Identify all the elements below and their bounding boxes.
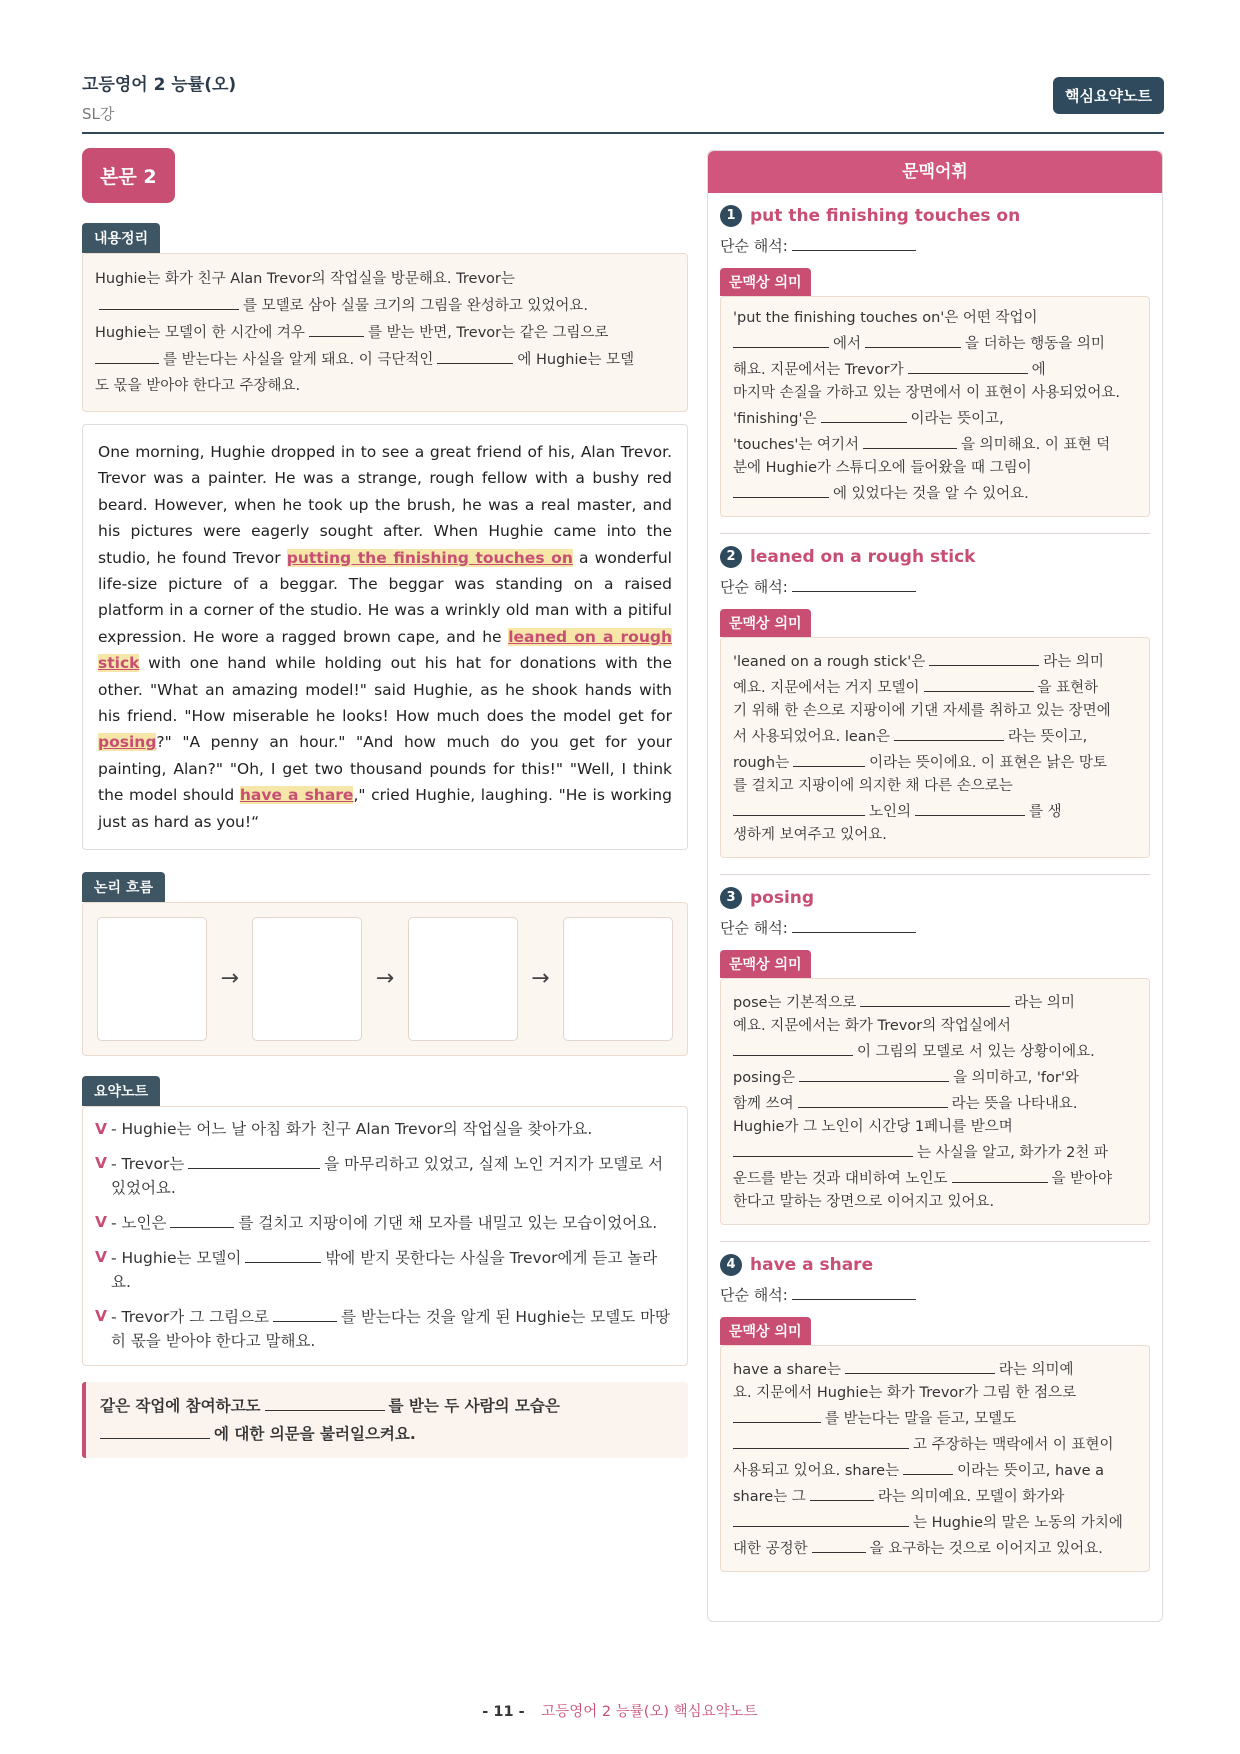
- logic-flow-tag: 논리 흐름: [82, 872, 165, 902]
- fill-blank[interactable]: [792, 574, 916, 592]
- meaning-box: [720, 296, 1150, 517]
- context-vocab-panel: [707, 150, 1163, 1622]
- meaning-text: 는 Hughie의 말은 노동의 가치에: [913, 1515, 1123, 1531]
- simple-label: 단순 해석:: [720, 1286, 788, 1304]
- check-mark-icon: V: [95, 1248, 107, 1267]
- fill-blank[interactable]: [170, 1210, 234, 1228]
- highlighted-phrase: leaned on a rough stick: [98, 627, 672, 673]
- meaning-text: 이 그림의 모델로 서 있는 상황이에요.: [857, 1044, 1095, 1060]
- reflection-note: [82, 1382, 688, 1458]
- meaning-text: 마지막 손질을 가하고 있는 장면에서 이 표현이 사용되었어요.: [733, 385, 1121, 401]
- content-summary: [82, 223, 688, 412]
- passage-text: with one hand while holding out his hat for donations with the other. "What an amazing model!" said Hughie, as he shook hands with his friend. "How miserable he looks! How much does the model get for: [98, 654, 672, 726]
- note-text: 를 받는 두 사람의 모습은: [388, 1397, 560, 1416]
- summary-text: Hughie는 모델이 한 시간에 겨우: [95, 325, 305, 341]
- meaning-text: 라는 의미예: [998, 1362, 1074, 1378]
- meaning-tag: 문맥상 의미: [720, 609, 811, 637]
- fill-blank[interactable]: [733, 1038, 853, 1056]
- arrow-right-icon: →: [531, 966, 550, 992]
- meaning-box: [720, 1345, 1150, 1572]
- simple-label: 단순 해석:: [720, 578, 788, 596]
- meaning-text: 라는 의미: [1014, 995, 1075, 1011]
- fill-blank[interactable]: [792, 233, 916, 251]
- summary-text: - Trevor는: [111, 1155, 185, 1174]
- meaning-text: 을 표현하: [1037, 680, 1099, 696]
- fill-blank[interactable]: [821, 405, 907, 423]
- simple-label: 단순 해석:: [720, 919, 788, 937]
- fill-blank[interactable]: [908, 356, 1028, 374]
- check-mark-icon: V: [95, 1120, 107, 1139]
- meaning-text: 에 있었다는 것을 알 수 있어요.: [833, 486, 1029, 502]
- meaning-text: 를 받는다는 말을 듣고, 모델도: [825, 1411, 1017, 1427]
- fill-blank[interactable]: [245, 1245, 321, 1263]
- meaning-text: 함께 쓰여: [733, 1096, 794, 1112]
- passage-text: ?" "A penny an hour." "And how much do you get for your painting, Alan?" "Oh, I get two thousand pounds for this!" "Well, I think the model should: [98, 733, 672, 805]
- item-number: 2: [720, 546, 742, 568]
- meaning-text: 대한 공정한: [733, 1541, 808, 1557]
- fill-blank[interactable]: [915, 798, 1025, 816]
- fill-blank[interactable]: [798, 1090, 948, 1108]
- fill-blank[interactable]: [273, 1304, 337, 1322]
- meaning-text: 을 받아야: [1051, 1171, 1113, 1187]
- book-title: 고등영어 2 능률(오): [82, 75, 237, 95]
- lecture-label: SL강: [82, 105, 115, 123]
- summary-text: 밖에 받지 못한다는 사실을 Trevor에게 듣고 놀라요.: [111, 1249, 658, 1292]
- vocab-term: have a share: [750, 1255, 874, 1275]
- fill-blank[interactable]: [894, 723, 1004, 741]
- passage-text: One morning, Hughie dropped in to see a great friend of his, Alan Trevor. Trevor was a painter. He was a strange, rough fellow with a bushy red beard. However, when he took up the brush, he was a real master, and his pictures were eagerly sought after. When Hughie came into the studio, he found Trevor: [98, 443, 672, 567]
- meaning-text: 이라는 뜻이고,: [910, 411, 1004, 427]
- fill-blank[interactable]: [865, 330, 961, 348]
- meaning-text: share는 그: [733, 1489, 806, 1505]
- meaning-text: have a share는: [733, 1362, 841, 1378]
- logic-flow: [82, 872, 688, 1056]
- fill-blank[interactable]: [952, 1165, 1048, 1183]
- arrow-right-icon: →: [220, 966, 239, 992]
- footer-title: 고등영어 2 능률(오) 핵심요약노트: [541, 1704, 758, 1720]
- simple-translation: [720, 915, 1150, 938]
- note-text: 같은 작업에 참여하고도: [100, 1397, 261, 1416]
- vocab-term: put the finishing touches on: [750, 206, 1021, 226]
- meaning-text: 라는 의미: [1043, 654, 1104, 670]
- summary-note-box: [82, 1106, 688, 1366]
- meaning-text: 고 주장하는 맥락에서 이 표현이: [913, 1437, 1114, 1453]
- meaning-tag: 문맥상 의미: [720, 268, 811, 296]
- fill-blank[interactable]: [99, 292, 239, 310]
- flow-step-box[interactable]: [408, 917, 518, 1041]
- note-text: 에 대한 의문을 불러일으켜요.: [214, 1425, 416, 1444]
- summary-row: [95, 1245, 675, 1294]
- fill-blank[interactable]: [188, 1151, 320, 1169]
- fill-blank[interactable]: [437, 346, 513, 364]
- meaning-tag: 문맥상 의미: [720, 1317, 811, 1345]
- meaning-text: 을 요구하는 것으로 이어지고 있어요.: [869, 1541, 1103, 1557]
- meaning-text: 운드를 받는 것과 대비하여 노인도: [733, 1171, 948, 1187]
- highlighted-phrase: posing: [98, 733, 157, 752]
- meaning-text: 해요. 지문에서는 Trevor가: [733, 362, 904, 378]
- meaning-text: 라는 뜻을 나타내요.: [951, 1096, 1078, 1112]
- note-type-badge: 핵심요약노트: [1053, 77, 1164, 114]
- item-number: 1: [720, 205, 742, 227]
- summary-note: [82, 1076, 688, 1366]
- logic-flow-box: [82, 902, 688, 1056]
- simple-translation: [720, 574, 1150, 597]
- reading-passage: [82, 424, 688, 850]
- flow-step-box[interactable]: [97, 917, 207, 1041]
- highlighted-phrase: putting the finishing touches on: [286, 548, 573, 567]
- fill-blank[interactable]: [733, 1405, 821, 1423]
- summary-row: [95, 1151, 675, 1200]
- divider: [720, 1241, 1150, 1242]
- fill-blank[interactable]: [845, 1356, 995, 1374]
- page-number: - 11 -: [482, 1704, 525, 1720]
- item-number: 4: [720, 1254, 742, 1276]
- section-title: 본문 2: [82, 148, 175, 203]
- fill-blank[interactable]: [733, 1139, 913, 1157]
- fill-blank[interactable]: [733, 1509, 909, 1527]
- flow-step-box[interactable]: [252, 917, 362, 1041]
- vocab-term: posing: [750, 888, 815, 908]
- divider: [720, 533, 1150, 534]
- vocab-term: leaned on a rough stick: [750, 547, 976, 567]
- summary-text: 를 모델로 삼아 실물 크기의 그림을 완성하고 있었어요.: [243, 298, 589, 314]
- meaning-text: posing은: [733, 1070, 796, 1086]
- summary-text: 을 마무리하고 있었고, 실제 노인 거지가 모델로 서 있었어요.: [111, 1155, 664, 1198]
- divider: [720, 874, 1150, 875]
- meaning-tag: 문맥상 의미: [720, 950, 811, 978]
- meaning-text: 이라는 뜻이에요. 이 표현은 낡은 망토: [869, 755, 1107, 771]
- meaning-text: 분에 Hughie가 스튜디오에 들어왔을 때 그림이: [733, 460, 1032, 476]
- check-mark-icon: V: [95, 1307, 107, 1326]
- passage-text: a wonderful life-size picture of a beggar. The beggar was standing on a raised platform in a corner of the studio. He was a wrinkly old man with a pitiful expression. He wore a ragged brown cape, and he: [98, 548, 672, 646]
- meaning-text: 기 위해 한 손으로 지팡이에 기댄 자세를 취하고 있는 장면에: [733, 703, 1111, 719]
- context-vocab-header: 문맥어휘: [708, 151, 1162, 193]
- fill-blank[interactable]: [860, 989, 1010, 1007]
- meaning-text: 에서: [833, 336, 862, 352]
- fill-blank[interactable]: [733, 1431, 909, 1449]
- meaning-text: 사용되고 있어요. share는: [733, 1463, 900, 1479]
- page-footer: [0, 1700, 1240, 1721]
- flow-step-box[interactable]: [563, 917, 673, 1041]
- fill-blank[interactable]: [799, 1064, 949, 1082]
- fill-blank[interactable]: [309, 319, 364, 337]
- fill-blank[interactable]: [863, 431, 957, 449]
- summary-text: - 노인은: [111, 1214, 167, 1233]
- meaning-text: 예요. 지문에서는 거지 모델이: [733, 680, 920, 696]
- summary-text: 에 Hughie는 모델: [517, 352, 635, 368]
- simple-label: 단순 해석:: [720, 237, 788, 255]
- fill-blank[interactable]: [903, 1457, 953, 1475]
- fill-blank[interactable]: [810, 1483, 874, 1501]
- fill-blank[interactable]: [100, 1421, 210, 1439]
- summary-note-tag: 요약노트: [82, 1076, 160, 1106]
- content-summary-tag: 내용정리: [82, 223, 160, 253]
- meaning-box: [720, 637, 1150, 858]
- vocab-item: [708, 1254, 1162, 1572]
- meaning-text: 라는 의미예요. 모델이 화가와: [877, 1489, 1065, 1505]
- meaning-text: 을 더하는 행동을 의미: [965, 336, 1105, 352]
- check-mark-icon: V: [95, 1213, 107, 1232]
- simple-translation: [720, 233, 1150, 256]
- summary-text: 를 받는다는 사실을 알게 돼요. 이 극단적인: [163, 352, 434, 368]
- meaning-text: Hughie가 그 노인이 시간당 1페니를 받으며: [733, 1119, 1013, 1135]
- fill-blank[interactable]: [812, 1535, 866, 1553]
- summary-text: 도 몫을 받아야 한다고 주장해요.: [95, 378, 301, 394]
- meaning-text: 'finishing'은: [733, 411, 817, 427]
- meaning-text: 을 의미해요. 이 표현 덕: [961, 437, 1111, 453]
- meaning-text: 한다고 말하는 장면으로 이어지고 있어요.: [733, 1194, 995, 1210]
- content-summary-box: [82, 253, 688, 412]
- summary-text: - Hughie는 어느 날 아침 화가 친구 Alan Trevor의 작업실을 찾아가요.: [111, 1120, 593, 1139]
- meaning-text: 는 사실을 알고, 화가가 2천 파: [917, 1145, 1108, 1161]
- fill-blank[interactable]: [792, 1282, 916, 1300]
- meaning-text: 이라는 뜻이고, have a: [957, 1463, 1105, 1479]
- meaning-text: pose는 기본적으로: [733, 995, 857, 1011]
- passage-text: ," cried Hughie, laughing. "He is working just as hard as you!“: [98, 786, 672, 831]
- fill-blank[interactable]: [929, 648, 1039, 666]
- item-number: 3: [720, 887, 742, 909]
- meaning-text: 를 생: [1029, 804, 1062, 820]
- vocab-item: [708, 546, 1162, 875]
- summary-text: 를 걸치고 지팡이에 기댄 채 모자를 내밀고 있는 모습이었어요.: [238, 1214, 658, 1233]
- meaning-text: 요. 지문에서 Hughie는 화가 Trevor가 그림 한 점으로: [733, 1385, 1077, 1401]
- fill-blank[interactable]: [792, 915, 916, 933]
- check-mark-icon: V: [95, 1154, 107, 1173]
- fill-blank[interactable]: [733, 798, 865, 816]
- vocab-item: [708, 887, 1162, 1242]
- summary-text: Hughie는 화가 친구 Alan Trevor의 작업실을 방문해요. Trevor는: [95, 271, 515, 287]
- meaning-text: 를 걸치고 지팡이에 의지한 채 다른 손으로는: [733, 778, 1013, 794]
- fill-blank[interactable]: [265, 1393, 385, 1411]
- meaning-text: 생하게 보여주고 있어요.: [733, 827, 887, 843]
- summary-text: - Hughie는 모델이: [111, 1249, 242, 1268]
- meaning-text: 'touches'는 여기서: [733, 437, 859, 453]
- left-column: [82, 148, 688, 1458]
- meaning-text: 'put the finishing touches on'은 어떤 작업이: [733, 310, 1038, 326]
- meaning-text: rough는: [733, 755, 790, 771]
- meaning-box: [720, 978, 1150, 1225]
- fill-blank[interactable]: [733, 480, 829, 498]
- summary-row: [95, 1210, 675, 1235]
- meaning-text: 에: [1031, 362, 1046, 378]
- summary-row: [95, 1117, 675, 1141]
- summary-text: - Trevor가 그 그림으로: [111, 1308, 269, 1327]
- meaning-text: 을 의미하고, 'for'와: [953, 1070, 1079, 1086]
- meaning-text: 노인의: [869, 804, 912, 820]
- fill-blank[interactable]: [95, 346, 159, 364]
- meaning-text: 'leaned on a rough stick'은: [733, 654, 926, 670]
- fill-blank[interactable]: [924, 674, 1034, 692]
- summary-text: 를 받는 반면, Trevor는 같은 그림으로: [367, 325, 609, 341]
- summary-row: [95, 1304, 675, 1353]
- arrow-right-icon: →: [375, 966, 395, 992]
- meaning-text: 예요. 지문에서는 화가 Trevor의 작업실에서: [733, 1018, 1011, 1034]
- fill-blank[interactable]: [793, 749, 865, 767]
- summary-text: 를 받는다는 것을 알게 된 Hughie는 모델도 마땅히 몫을 받아야 한다고 말해요.: [111, 1308, 671, 1351]
- meaning-text: 라는 뜻이고,: [1007, 729, 1088, 745]
- simple-translation: [720, 1282, 1150, 1305]
- vocab-item: [708, 205, 1162, 534]
- fill-blank[interactable]: [733, 330, 829, 348]
- meaning-text: 서 사용되었어요. lean은: [733, 729, 890, 745]
- page-header: [82, 70, 1164, 134]
- highlighted-phrase: have a share: [239, 786, 354, 805]
